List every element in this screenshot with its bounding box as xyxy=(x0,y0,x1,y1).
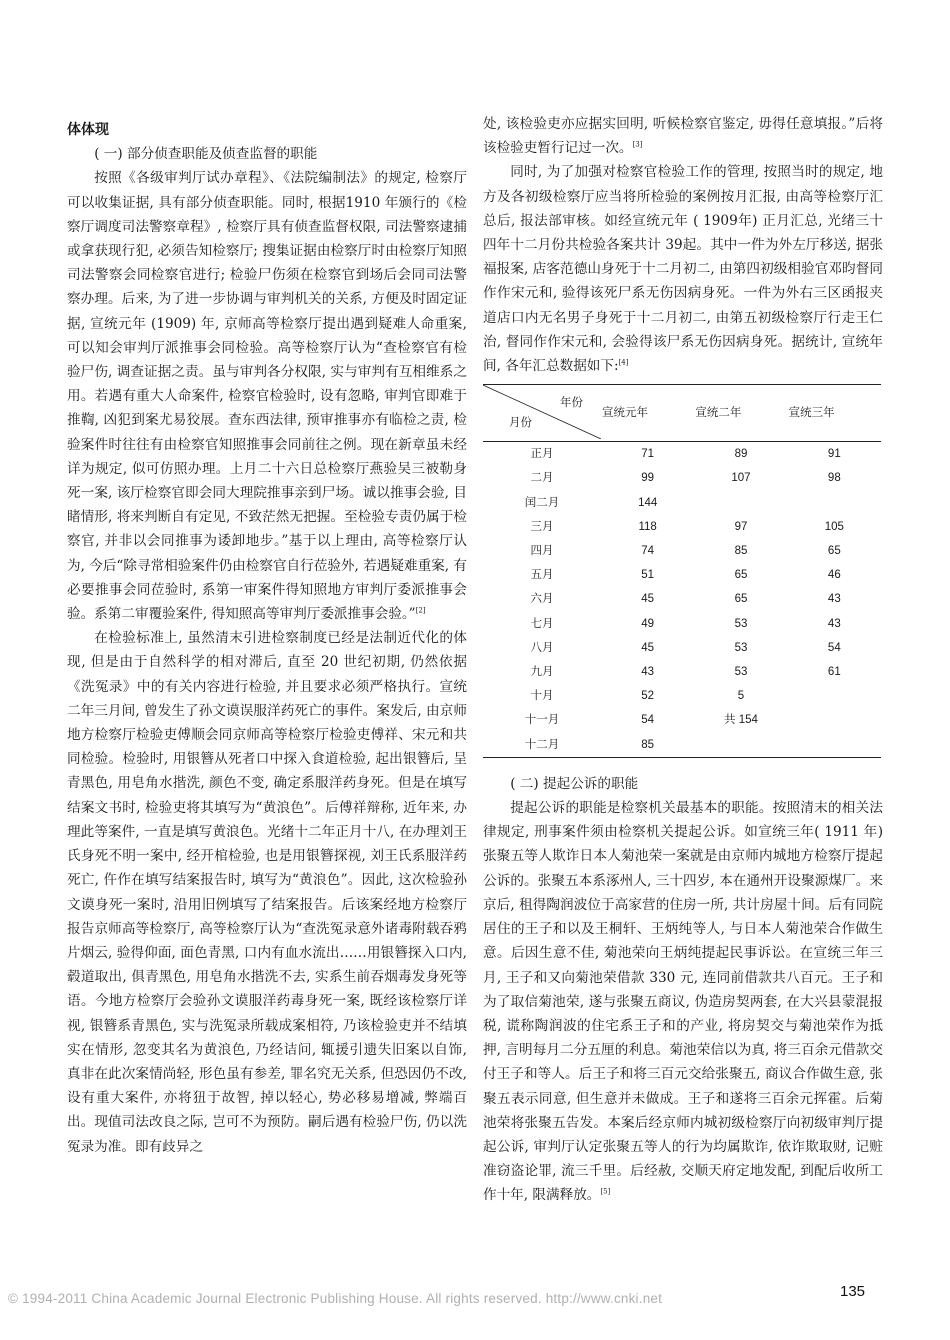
column-header: 宣统三年 xyxy=(788,385,881,442)
copyright-footer: © 1994-2011 China Academic Journal Electronic Publishing House. All rights reserved. http://www.cnki.net xyxy=(8,1291,663,1306)
value-cell: 54 xyxy=(827,641,841,654)
value-cell: 97 xyxy=(734,520,748,533)
paragraph-text: 同时, 为了加强对检察官检验工作的管理, 按照当时的规定, 地方及各初级检察厅应当将所检验的案例按月汇报, 由高等检察厅汇总后, 报法部审核。如经宣统元年 ( 1909年) 正月汇总, 光绪三十四年十二月份共检验各案共计 39起。其中一件为外左厅移送, 据张福报案, 店客范德山身死于十二月初二, 由第四初级相验官邓昀督同作作宋元和, 验得该死尸系无伤因病身死。一件为外右三区函报夹道店口内无名男子身死于十二月初二, 由第五初级检察厅行走王仁治, 督同作作宋元和, 会验得该尸系无伤因病身死。据统计, 宣统年间, 各年汇总数据如下: xyxy=(483,164,883,375)
value-cell: 74 xyxy=(641,545,655,558)
value-cell xyxy=(788,733,881,758)
paragraph-text: 处, 该检验吏亦应据实回明, 听候检察官鉴定, 毋得任意填报。”后将该检验吏暂行记过一次。 xyxy=(483,116,883,157)
value-cell xyxy=(694,491,787,515)
table-row xyxy=(483,491,881,515)
table-row xyxy=(483,563,881,587)
value-cell: 43 xyxy=(641,666,655,679)
month-cell: 三月 xyxy=(530,520,554,533)
month-cell: 四月 xyxy=(530,545,554,558)
paragraph xyxy=(483,796,883,1207)
subsection-heading-2: ( 二) 提起公诉的职能 xyxy=(510,775,639,792)
value-cell: 105 xyxy=(824,520,844,533)
value-cell: 5 xyxy=(737,690,745,703)
value-cell: 118 xyxy=(638,520,657,533)
table-row xyxy=(483,708,881,732)
value-cell: 65 xyxy=(827,545,841,558)
value-cell: 53 xyxy=(734,641,748,654)
value-cell: 53 xyxy=(734,617,748,630)
month-cell: 九月 xyxy=(530,666,554,679)
paragraph-text: 按照《各级审判厅试办章程》、《法院编制法》的规定, 检察厅可以收集证据, 具有部分侦查职能。同时, 根据1910 年颁行的《检察厅调度司法警察章程》, 检察厅具有侦查监督权限, 司法警察逮捕或拿获现行犯, 必须告知检察厅; 搜集证据由检察厅时由检察厅知照司法警察会同检察官进行; 检验尸伤须在检察官到场后会同司法警察办理。后来, 为了进一步协调与审判机关的关系, 方便及时固定证据, 宣统元年 (1909) 年, 京师高等检察厅提出遇到疑难人命重案, 可以知会审判厅派推事会同检验。高等检察厅认为“查检察官有检验尸伤, 调查证据之责。虽与审判各分权限, 实与审判有互相维系之用。若遇有重大人命案件, 检察官检验时, 设有忽略, 审判官即难于推鞫, 凶犯到案尤易狡展。查东西法律, 预审推事亦有临检之责, 检验案件时往往有由检察官知照推事会同前往之例。现在新章虽未经详为规定, 似可仿照办理。上月二十六日总检察厅燕验吴三被勒身死一案, 该厅检察官即会同大理院推事亲到尸场。诚以推事会验, 目睹情形, 将来判断自有定见, 不致茫然无把握。至检验专责仍属于检察官, 并非以会同推事为诿卸地步。”基于以上理由, 高等检察厅认为, 今后“除寻常相验案件仍由检察官自行莅验外, 若遇疑难重案, 有必要推事会同莅验时, 系第一审案件得知照地方审判厅委派推事会验。系第二审覆验案件, 得知照高等审判厅委派推事会验。” xyxy=(67,170,467,623)
paragraph-text: 提起公诉的职能是检察机关最基本的职能。按照清末的相关法律规定, 刑事案件须由检察机关提起公诉。如宣统三年( 1911 年) 张聚五等人欺诈日本人菊池荣一案就是由京师内城地方检察厅提起公诉的。张聚五本系涿州人, 三十四岁, 本在通州开设聚源煤厂。来京后, 租得陶润波位于高家营的住房一所, 共计房屋十间。后有同院居住的王子和以及王桐轩、王炳纯等人, 与日本人菊池荣合作做生意。后因生意不佳, 菊池荣向王炳纯提起民事诉讼。在宣统三年三月, 王子和又向菊池荣借款 330 元, 连同前借款共八百元。王子和为了取信菊池荣, 遂与张聚五商议, 伪造房契两套, 在大兴县蒙混报税, 谎称陶润波的住宅系王子和的产业, 将房契交与菊池荣作为抵押, 言明每月二分五厘的利息。菊池荣信以为真, 将三百余元借款交付王子和等人。后王子和将三百元交给张聚五, 商议合作做生意, 张聚五表示同意, 但生意并未做成。王子和遂将三百余元挥霍。后菊池荣将张聚五告发。本案后经京师内城初级检察厅向初级审判厅提起公诉, 审判厅认定张聚五等人的行为均属欺诈, 依诈欺取财, 记赃准窃盗论罪, 流三千里。后经赦, 交顺天府定地发配, 到配后收所工作十年, 限满释放。 xyxy=(483,800,883,1204)
month-cell: 七月 xyxy=(530,617,554,630)
footnote-ref[interactable]: [2] xyxy=(415,606,426,615)
footnote-ref[interactable]: [4] xyxy=(618,358,629,367)
table-row xyxy=(483,442,881,467)
table-row xyxy=(483,636,881,660)
column-header: 宣统二年 xyxy=(694,385,787,442)
value-cell: 71 xyxy=(641,448,655,461)
value-cell: 85 xyxy=(734,545,748,558)
table-body xyxy=(483,442,881,758)
month-cell: 五月 xyxy=(530,569,554,582)
left-column xyxy=(67,118,467,1159)
value-cell: 91 xyxy=(827,448,841,461)
value-cell: 61 xyxy=(827,666,841,679)
value-cell: 43 xyxy=(827,617,841,630)
corner-month-label: 月份 xyxy=(509,417,532,430)
right-column xyxy=(483,112,883,1208)
table-row xyxy=(483,539,881,563)
table-header-row xyxy=(483,385,881,442)
paragraph xyxy=(67,166,467,626)
value-cell: 144 xyxy=(638,496,658,509)
month-cell: 二月 xyxy=(530,472,554,485)
diagonal-corner-cell xyxy=(483,385,601,442)
value-cell: 45 xyxy=(641,593,655,606)
month-cell: 闰二月 xyxy=(524,496,560,509)
table-row xyxy=(483,515,881,539)
paragraph xyxy=(483,160,883,378)
paragraph: 在检验标准上, 虽然清末引进检察制度已经是法制近代化的体现, 但是由于自然科学的相对滞后, 直至 20 世纪初期, 仍然依据《洗冤录》中的有关内容进行检验, 并且要求必须严格执行。宣统二年三月间, 曾发生了孙文谟误服洋药死亡的事件。案发后, 由京师地方检察厅检验吏傅顺会同京师高等检察厅检验吏傅祥、宋元和共同检验。检验时, 用银簪从死者口中探入食道检验, 起出银簪后, 呈青黑色, 用皂角水揩洗, 颜色不变, 确定系服洋药身死。但是在填写结案文书时, 检验吏将其填写为“黄浪色”。后傅祥辩称, 近年来, 办理此等案件, 一直是填写黄浪色。光绪十二年正月十八, 在办理刘王氏身死不明一案中, 经开棺检验, 也是用银簪探视, 刘王氏系服洋药死亡, 仵作在填写结案报告时, 填写为“黄浪色”。因此, 这次检验孙文谟身死一案时, 沿用旧例填写了结案报告。后该案经地方检察厅报告京师高等检察厅, 高等检察厅认为“查洗冤录意外诸毒附载吞鸦片烟云, 验得仰面, 面色青黑, 口内有血水流出……用银簪探入口内, 毂道取出, 俱青黑色, 用皂角水揩洗不去, 实系生前吞烟毒发身死等语。今地方检察厅会验孙文谟服洋药毒身死一案, 既经该检察厅详视, 银簪系青黑色, 实与洗冤录所载成案相符, 乃该检验吏并不结填实在情形, 忽变其名为黄浪色, 乃经诘问, 辄援引遗失旧案以自饰, 真非在此次案情尚轻, 形色虽有参差, 罪名究无关系, 但恐因仍不改, 设有重大案件, 亦将狃于故智, 掉以轻心, 势必移易增减, 弊端百出。现值司法改良之际, 岂可不为预防。嗣后遇有检验尸伤, 仍以洗冤录为准。即有歧异之 xyxy=(67,630,467,1155)
month-cell: 十二月 xyxy=(483,733,601,758)
page-number: 135 xyxy=(840,1283,866,1300)
corner-year-label: 年份 xyxy=(560,397,583,410)
value-cell: 共 154 xyxy=(724,714,758,727)
table-row xyxy=(483,660,881,684)
value-cell: 54 xyxy=(641,714,655,727)
value-cell: 65 xyxy=(734,569,748,582)
value-cell: 45 xyxy=(641,641,655,654)
month-cell: 八月 xyxy=(530,641,554,654)
paragraph xyxy=(483,112,883,160)
table-row xyxy=(483,733,881,758)
value-cell xyxy=(788,491,881,515)
table-row xyxy=(483,466,881,490)
value-cell xyxy=(788,708,881,732)
value-cell: 85 xyxy=(601,733,694,758)
table-row xyxy=(483,587,881,611)
subsection-heading-1: ( 一) 部分侦查职能及侦查监督的职能 xyxy=(94,146,318,163)
value-cell: 52 xyxy=(641,690,655,703)
section-heading: 体体现 xyxy=(67,122,109,138)
column-header: 宣统元年 xyxy=(601,385,694,442)
value-cell: 98 xyxy=(827,472,841,485)
value-cell: 49 xyxy=(641,617,655,630)
statistics-table xyxy=(483,384,881,758)
value-cell: 51 xyxy=(641,569,655,582)
diagonal-line xyxy=(483,385,601,439)
value-cell: 65 xyxy=(734,593,748,606)
month-cell: 十月 xyxy=(530,690,554,703)
value-cell xyxy=(788,684,881,708)
footnote-ref[interactable]: [3] xyxy=(632,140,643,149)
table-row xyxy=(483,684,881,708)
value-cell: 46 xyxy=(827,569,841,582)
value-cell: 99 xyxy=(641,472,655,485)
table-row xyxy=(483,612,881,636)
footnote-ref[interactable]: [5] xyxy=(600,1187,611,1196)
value-cell: 89 xyxy=(734,448,748,461)
month-cell: 十一月 xyxy=(524,714,560,727)
month-cell: 正月 xyxy=(530,448,554,461)
month-cell: 六月 xyxy=(530,593,554,606)
value-cell: 107 xyxy=(731,472,751,485)
value-cell: 43 xyxy=(827,593,841,606)
value-cell: 53 xyxy=(734,666,748,679)
value-cell xyxy=(694,733,787,758)
